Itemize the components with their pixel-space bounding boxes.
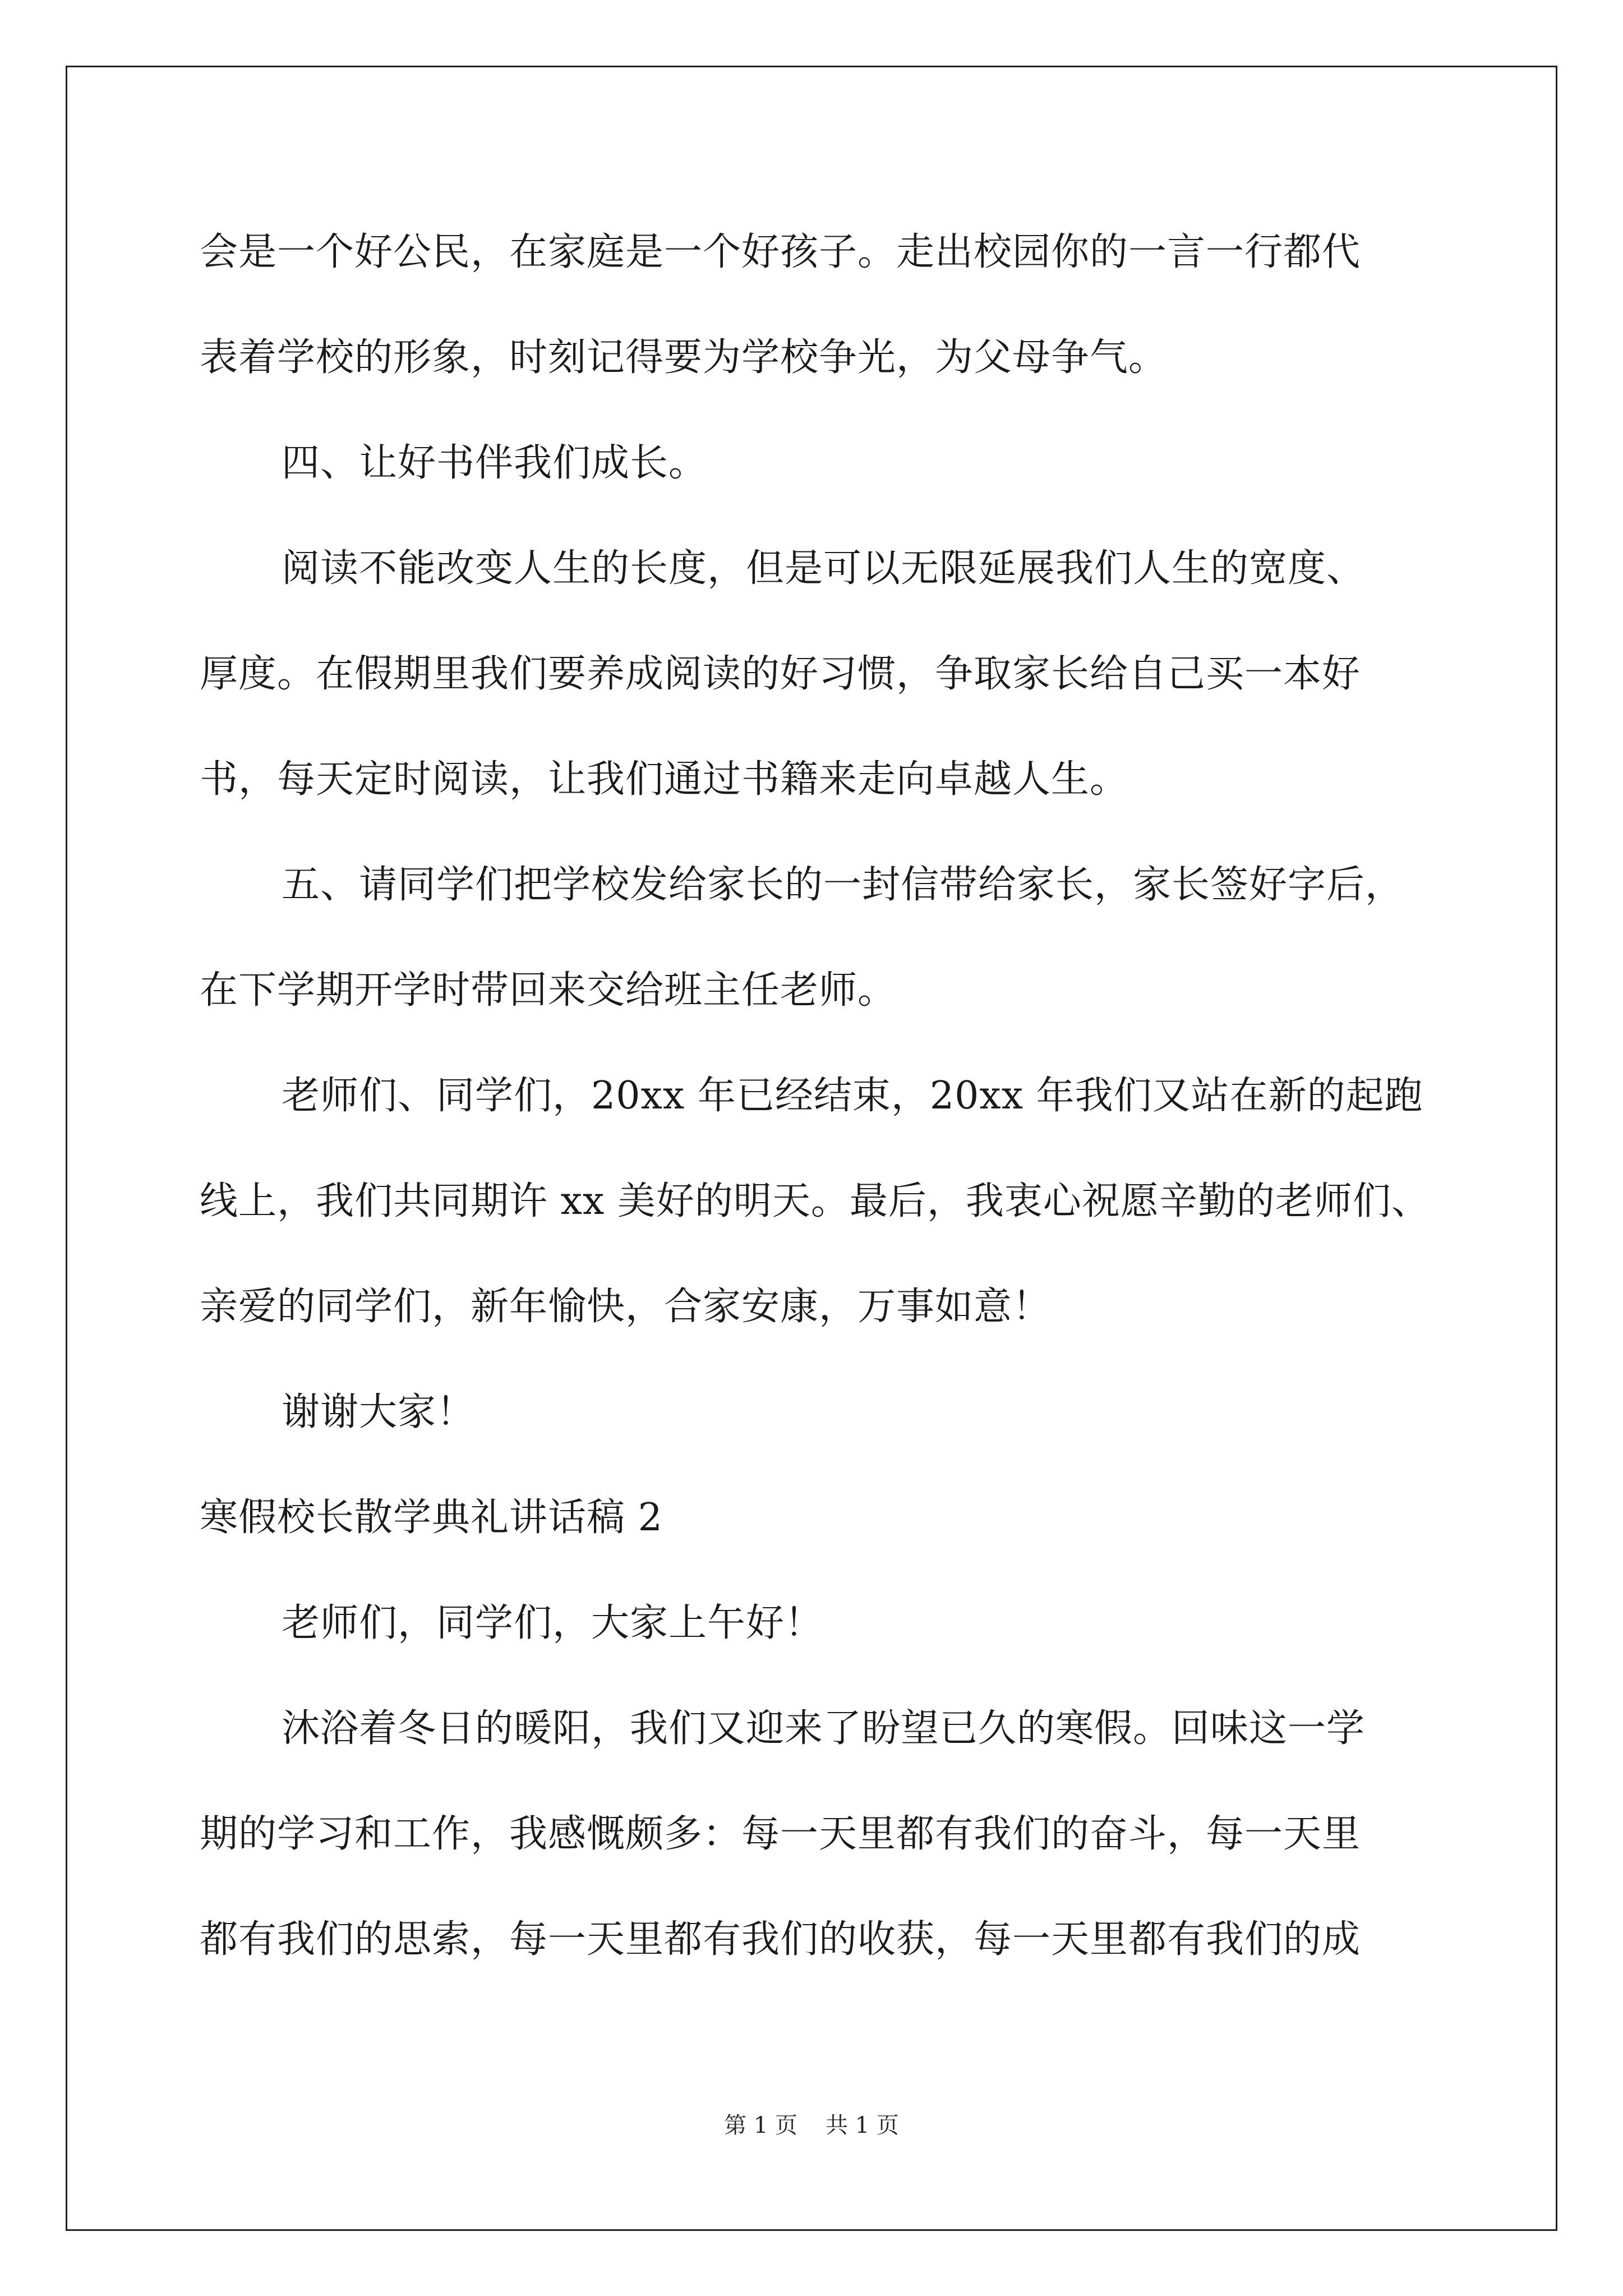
text-line: 表着学校的形象，时刻记得要为学校争光，为父母争气。 bbox=[200, 335, 1168, 380]
text-line: 阅读不能改变人生的长度，但是可以无限延展我们人生的宽度、 bbox=[282, 546, 1366, 591]
page-number-current: 第 1 页 bbox=[724, 2113, 797, 2138]
text-line: 谢谢大家！ bbox=[282, 1390, 476, 1434]
text-line: 五、请同学们把学校发给家长的一封信带给家长，家长签好字后， bbox=[282, 863, 1404, 907]
page-border bbox=[66, 66, 1557, 2231]
text-line: 在下学期开学时带回来交给班主任老师。 bbox=[200, 968, 897, 1013]
greeting-line: 老师们，同学们，大家上午好！ bbox=[282, 1601, 824, 1645]
page-number-total: 共 1 页 bbox=[826, 2113, 899, 2138]
text-line: 书，每天定时阅读，让我们通过书籍来走向卓越人生。 bbox=[200, 757, 1129, 802]
text-line: 会是一个好公民，在家庭是一个好孩子。走出校园你的一言一行都代 bbox=[200, 230, 1361, 274]
text-line: 老师们、同学们，20xx 年已经结束，20xx 年我们又站在新的起跑 bbox=[282, 1074, 1423, 1118]
section-heading: 四、让好书伴我们成长。 bbox=[282, 441, 708, 485]
text-line: 都有我们的思索，每一天里都有我们的收获，每一天里都有我们的成 bbox=[200, 1917, 1361, 1962]
text-line: 线上，我们共同期许 xx 美好的明天。最后，我衷心祝愿辛勤的老师们、 bbox=[200, 1179, 1430, 1223]
page-footer bbox=[0, 2110, 1623, 2141]
text-line: 厚度。在假期里我们要养成阅读的好习惯，争取家长给自己买一本好 bbox=[200, 652, 1361, 696]
text-line: 亲爱的同学们，新年愉快，合家安康，万事如意！ bbox=[200, 1285, 1052, 1329]
document-title: 寒假校长散学典礼讲话稿 2 bbox=[200, 1496, 663, 1540]
text-line: 期的学习和工作，我感慨颇多：每一天里都有我们的奋斗，每一天里 bbox=[200, 1812, 1361, 1856]
text-line: 沐浴着冬日的暖阳，我们又迎来了盼望已久的寒假。回味这一学 bbox=[282, 1706, 1366, 1751]
